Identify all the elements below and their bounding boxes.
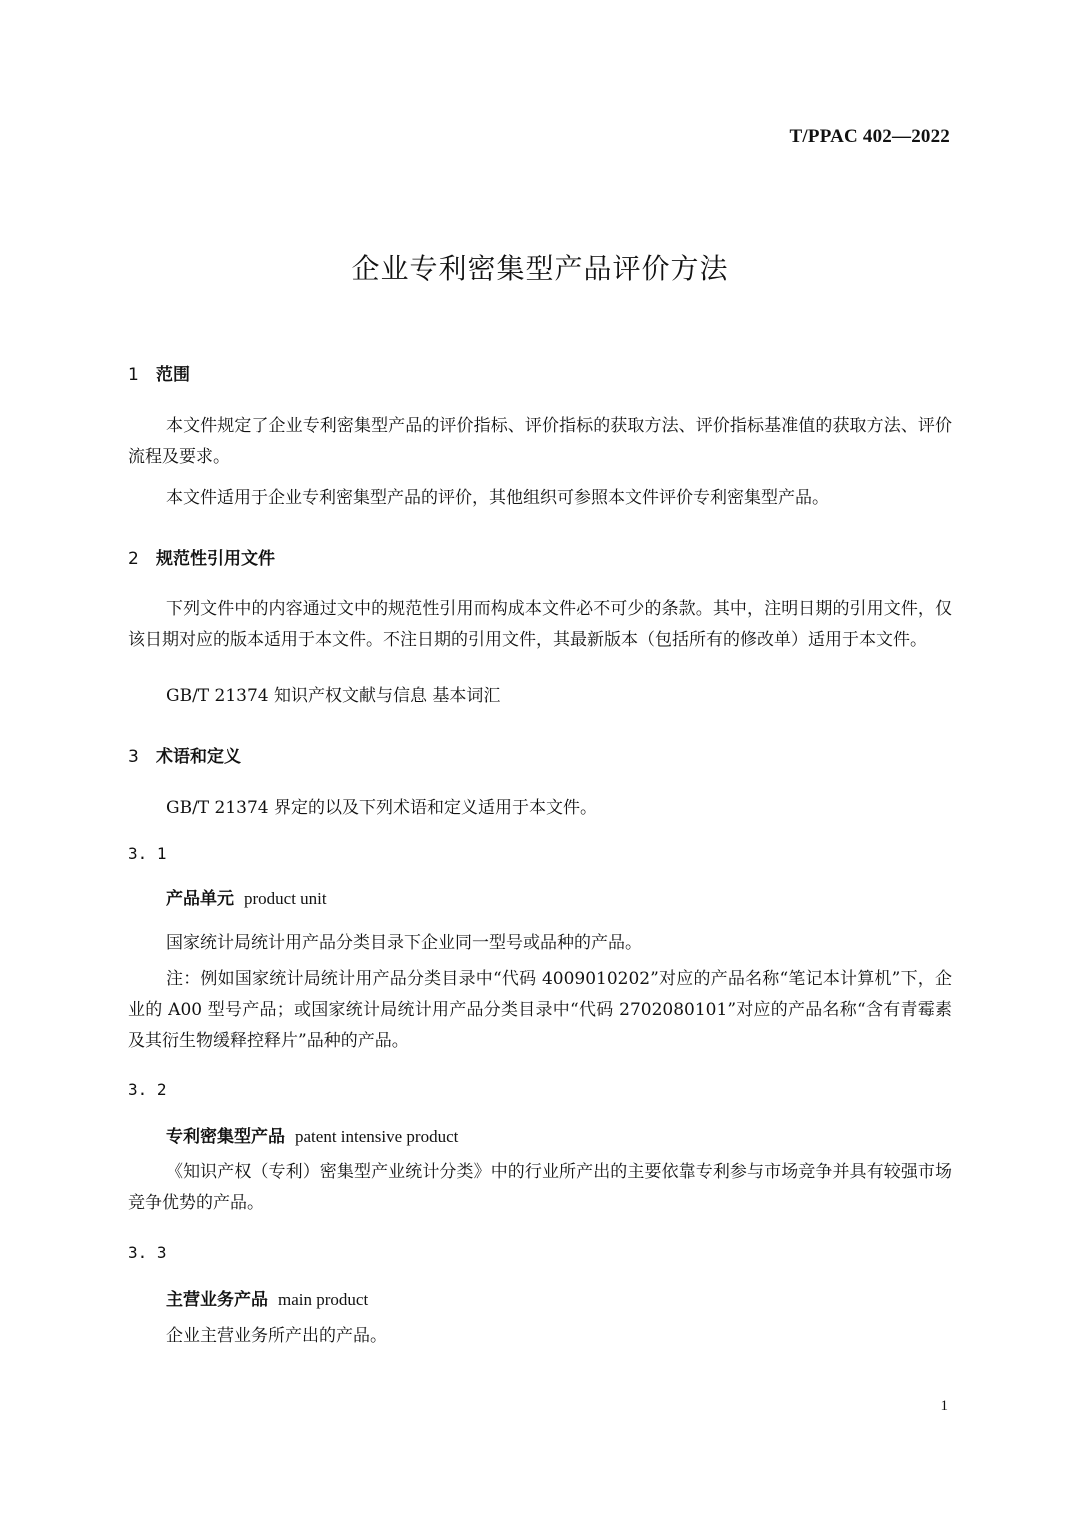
term-zh: 专利密集型产品 bbox=[166, 1127, 285, 1147]
section-title: 术语和定义 bbox=[156, 747, 241, 767]
section-3-heading bbox=[128, 742, 241, 767]
section-title: 范围 bbox=[156, 365, 190, 385]
clause-number: 3. 1 bbox=[128, 844, 167, 863]
term-en: product unit bbox=[244, 889, 327, 908]
term-en: main product bbox=[278, 1290, 369, 1309]
section-1-paragraph-1: 本文件规定了企业专利密集型产品的评价指标、评价指标的获取方法、评价指标基准值的获取方法、评价流程及要求。 bbox=[128, 416, 952, 467]
standard-code: T/PPAC 402—2022 bbox=[789, 126, 950, 147]
clause-number: 3. 3 bbox=[128, 1243, 167, 1262]
section-3-intro: GB/T 21374 界定的以及下列术语和定义适用于本文件。 bbox=[166, 798, 598, 818]
term-definition: 企业主营业务所产出的产品。 bbox=[166, 1326, 387, 1346]
section-number: 2 bbox=[128, 549, 139, 569]
section-2-paragraph-1: 下列文件中的内容通过文中的规范性引用而构成本文件必不可少的条款。其中，注明日期的引用文件，仅该日期对应的版本适用于本文件。不注日期的引用文件，其最新版本（包括所有的修改单）适用于本文件。 bbox=[128, 599, 952, 650]
clause-number: 3. 2 bbox=[128, 1080, 167, 1099]
term-entry bbox=[166, 1285, 368, 1310]
term-zh: 主营业务产品 bbox=[166, 1290, 268, 1310]
term-entry bbox=[166, 1122, 458, 1147]
normative-reference: GB/T 21374 知识产权文献与信息 基本词汇 bbox=[166, 686, 501, 706]
page-number: 1 bbox=[940, 1398, 948, 1414]
term-note: 注：例如国家统计局统计用产品分类目录中“代码 4009010202”对应的产品名称“笔记本计算机”下，企业的 A00 型号产品；或国家统计局统计用产品分类目录中“代码 2702080101”对应的产品名称“含有青霉素及其衍生物缓释控释片”品种的产品。 bbox=[128, 969, 952, 1051]
term-entry bbox=[166, 884, 327, 909]
section-number: 3 bbox=[128, 747, 139, 767]
section-title: 规范性引用文件 bbox=[156, 549, 275, 569]
section-1-heading bbox=[128, 360, 190, 385]
term-en: patent intensive product bbox=[295, 1127, 459, 1146]
term-definition: 国家统计局统计用产品分类目录下企业同一型号或品种的产品。 bbox=[166, 933, 642, 953]
document-title: 企业专利密集型产品评价方法 bbox=[351, 252, 729, 285]
section-1-paragraph-2: 本文件适用于企业专利密集型产品的评价，其他组织可参照本文件评价专利密集型产品。 bbox=[166, 488, 829, 508]
term-zh: 产品单元 bbox=[166, 889, 234, 909]
term-definition: 《知识产权（专利）密集型产业统计分类》中的行业所产出的主要依靠专利参与市场竞争并具有较强市场竞争优势的产品。 bbox=[128, 1162, 952, 1213]
section-number: 1 bbox=[128, 365, 139, 385]
section-2-heading bbox=[128, 544, 275, 569]
